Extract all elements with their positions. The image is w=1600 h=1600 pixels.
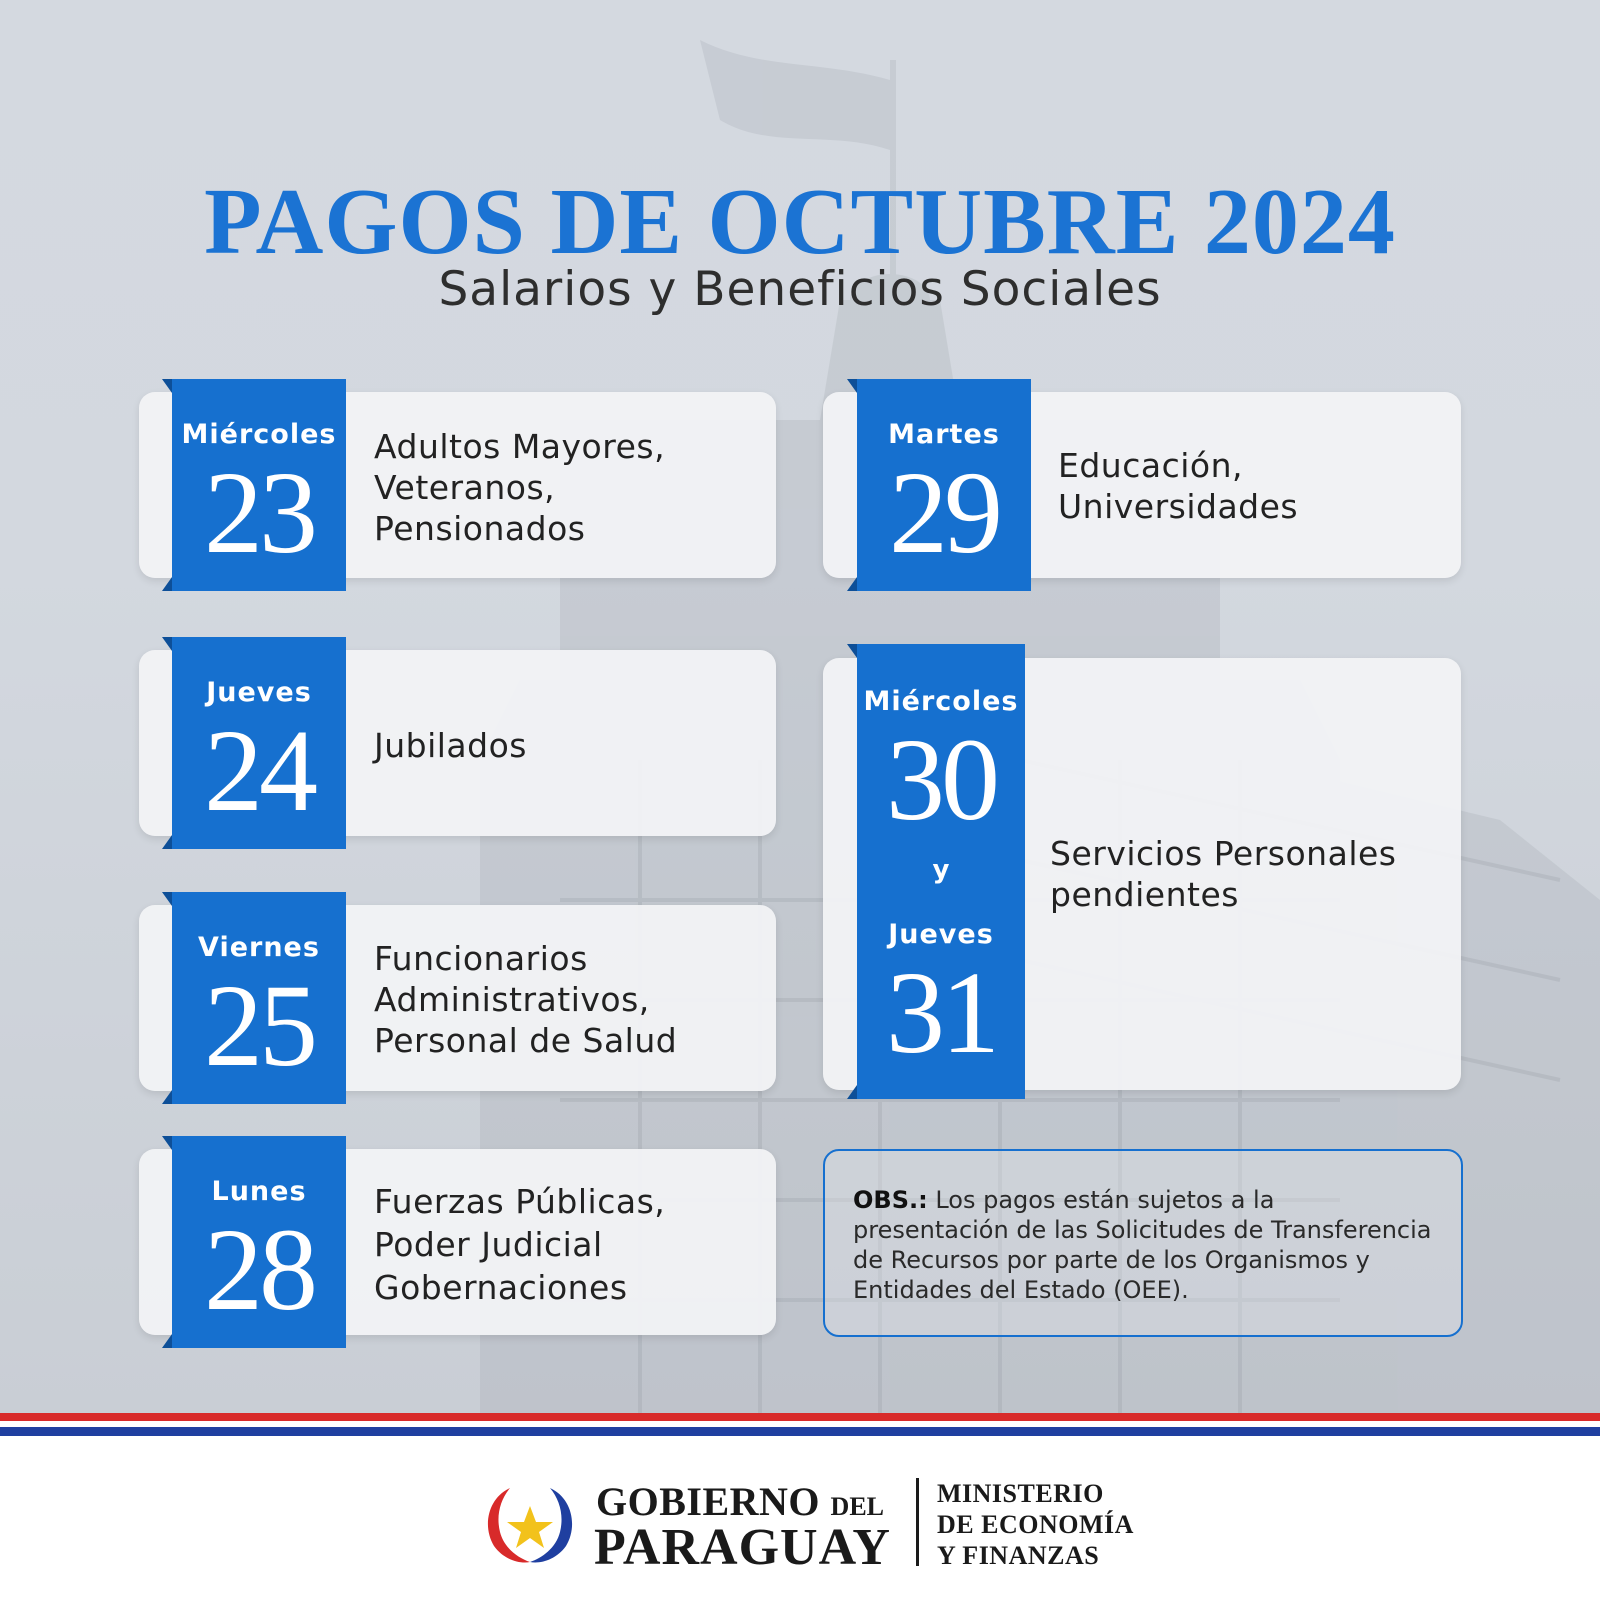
label-line: Educación, xyxy=(1058,446,1243,485)
weekday-label: Lunes xyxy=(211,1176,307,1207)
day-number-second: 31 xyxy=(886,947,996,1078)
page-title: PAGOS DE OCTUBRE 2024 xyxy=(204,170,1396,274)
flag-stripe-blue xyxy=(0,1427,1600,1436)
label-line: Servicios Personales xyxy=(1050,834,1397,873)
label-line: Fuerzas Públicas, xyxy=(374,1182,666,1221)
weekday-label: Miércoles xyxy=(863,686,1019,717)
note-label: OBS.: xyxy=(853,1186,928,1214)
date-block-30-31 xyxy=(857,644,1025,1099)
day-number: 24 xyxy=(204,705,314,836)
date-block-23 xyxy=(172,379,346,591)
date-block-25 xyxy=(172,892,346,1104)
observation-note xyxy=(823,1149,1463,1337)
label-line: Jubilados xyxy=(374,726,527,765)
weekday-label-second: Jueves xyxy=(888,919,994,950)
day-number: 30 xyxy=(886,714,996,845)
page-subtitle: Salarios y Beneficios Sociales xyxy=(438,262,1162,317)
ministry-name xyxy=(937,1478,1134,1571)
day-number: 25 xyxy=(204,960,314,1091)
label-line: Funcionarios xyxy=(374,939,588,978)
label-line: pendientes xyxy=(1050,875,1239,914)
day-number: 28 xyxy=(204,1204,314,1335)
footer-divider xyxy=(916,1478,919,1566)
day-number: 29 xyxy=(889,447,999,578)
schedule-label-23 xyxy=(374,426,665,549)
day-number: 23 xyxy=(204,447,314,578)
note-text: Los pagos están sujetos a la presentación de las Solicitudes de Transferencia de Recursos por parte de los Organismos y Entidades del Estado (OEE). xyxy=(853,1186,1432,1304)
label-line: Adultos Mayores, xyxy=(374,427,666,466)
label-line: Administrativos, xyxy=(374,980,650,1019)
weekday-label: Viernes xyxy=(198,932,320,963)
conjunction-label: y xyxy=(932,855,950,885)
government-word: GOBIERNO xyxy=(596,1479,821,1524)
weekday-label: Miércoles xyxy=(181,419,337,450)
label-line: Veteranos, xyxy=(374,468,556,507)
date-block-29 xyxy=(857,379,1031,591)
label-line: Universidades xyxy=(1058,487,1299,526)
weekday-label: Martes xyxy=(888,419,1000,450)
label-line: Pensionados xyxy=(374,509,586,548)
date-block-24 xyxy=(172,637,346,849)
flag-stripe-red xyxy=(0,1413,1600,1421)
government-del: DEL xyxy=(830,1492,885,1521)
ministry-line: MINISTERIO xyxy=(937,1479,1104,1508)
schedule-label-29 xyxy=(1058,445,1298,527)
schedule-label-28 xyxy=(374,1180,665,1309)
label-line: Personal de Salud xyxy=(374,1021,678,1060)
ministry-line: DE ECONOMÍA xyxy=(937,1510,1134,1539)
weekday-label: Jueves xyxy=(206,677,312,708)
ministry-line: Y FINANZAS xyxy=(937,1541,1100,1570)
footer xyxy=(0,1436,1600,1600)
government-name-line2: PARAGUAY xyxy=(594,1519,891,1576)
schedule-label-30-31 xyxy=(1050,833,1396,915)
label-line: Gobernaciones xyxy=(374,1268,628,1307)
schedule-label-25 xyxy=(374,938,677,1061)
schedule-label-24 xyxy=(374,725,527,766)
government-seal-icon xyxy=(480,1476,580,1568)
date-block-28 xyxy=(172,1136,346,1348)
label-line: Poder Judicial xyxy=(374,1225,603,1264)
